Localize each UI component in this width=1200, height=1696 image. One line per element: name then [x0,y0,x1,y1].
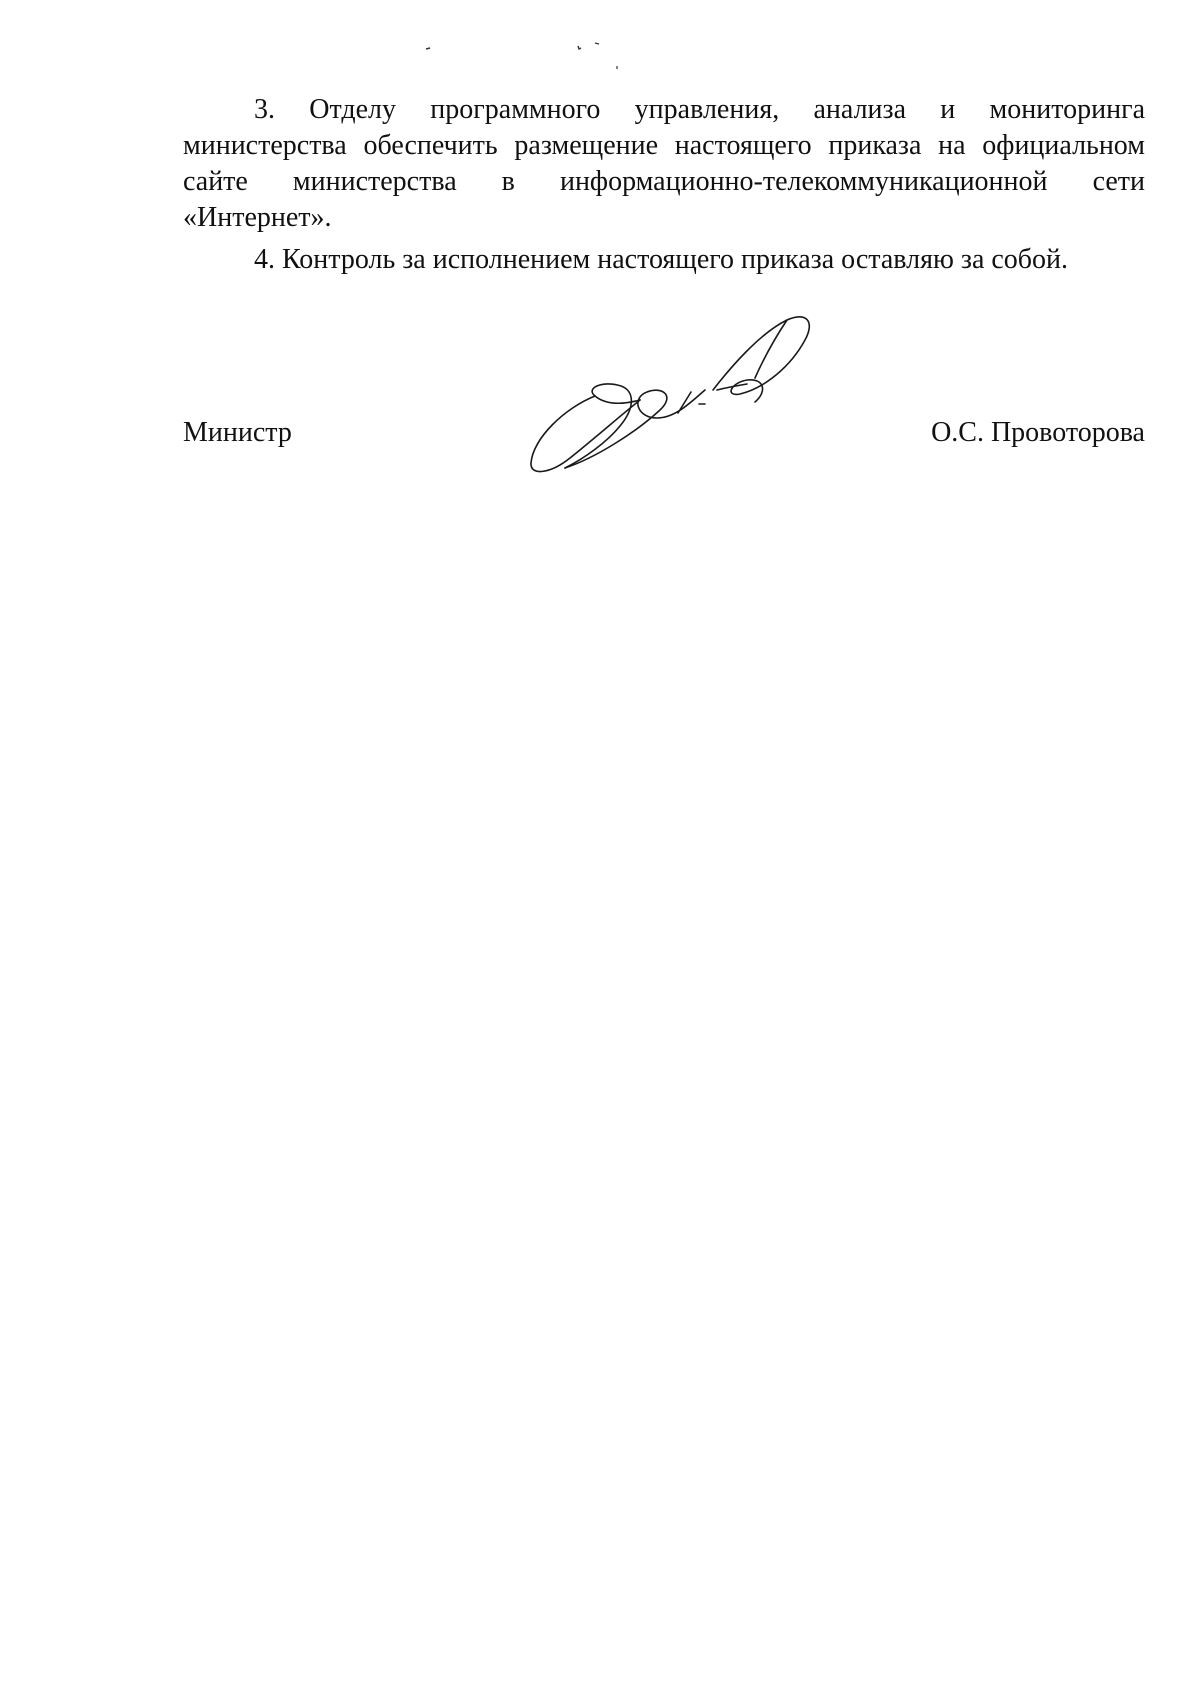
handwritten-signature [525,308,835,478]
document-body [183,92,1145,278]
paragraph-3: 3. Отделу программного управления, анализа и мониторинга министерства обеспечить размещение настоящего приказа на официальном сайте министерства в информационно-телекоммуникационной сети «Интернет». [183,94,1145,233]
signatory-title: Министр [183,417,292,448]
signatory-name: О.С. Провоторова [931,417,1145,448]
paragraph-4: 4. Контроль за исполнением настоящего приказа оставляю за собой. [254,244,1069,275]
